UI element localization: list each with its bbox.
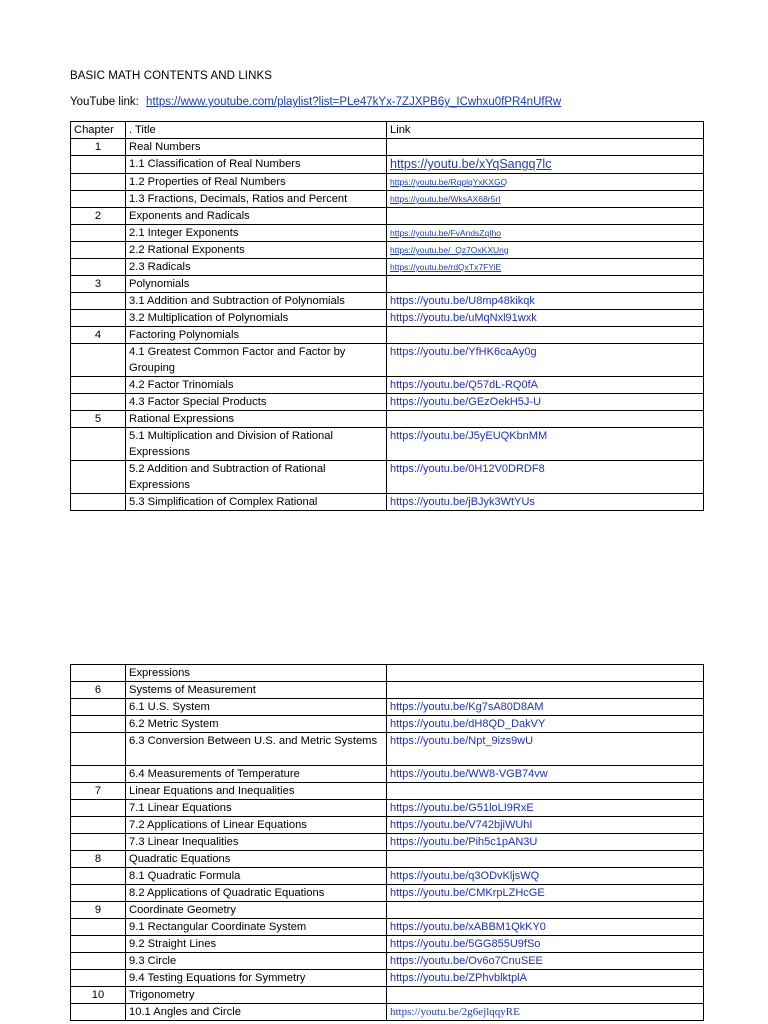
title-cell: Linear Equations and Inequalities — [126, 783, 387, 800]
table-row — [71, 344, 704, 377]
link-cell — [387, 225, 704, 242]
title-cell: 6.4 Measurements of Temperature — [126, 766, 387, 783]
title-cell: 2.1 Integer Exponents — [126, 225, 387, 242]
chapter-cell: 7 — [71, 783, 126, 800]
contents-table-page-1 — [70, 121, 704, 511]
title-cell: 7.1 Linear Equations — [126, 800, 387, 817]
table-row — [71, 885, 704, 902]
title-cell: 9.3 Circle — [126, 953, 387, 970]
table-row — [71, 394, 704, 411]
table-row — [71, 259, 704, 276]
chapter-cell — [71, 156, 126, 174]
video-link[interactable]: https://youtu.be/Ov6o7CnuSEE — [390, 955, 543, 967]
table-row — [71, 242, 704, 259]
video-link[interactable]: https://youtu.be/Q57dL-RQ0fA — [390, 379, 538, 391]
link-cell — [387, 344, 704, 377]
table-row — [71, 868, 704, 885]
chapter-cell — [71, 817, 126, 834]
table-row — [71, 327, 704, 344]
video-link[interactable]: https://youtu.be/Kg7sA80D8AM — [390, 701, 544, 713]
video-link[interactable]: https://youtu.be/YfHK6caAy0g — [390, 346, 537, 358]
title-cell: 2.2 Rational Exponents — [126, 242, 387, 259]
video-link[interactable]: https://youtu.be/WksAX68r5rI — [390, 194, 501, 204]
table-row — [71, 682, 704, 699]
link-cell — [387, 208, 704, 225]
table-row — [71, 970, 704, 987]
video-link[interactable]: https://youtu.be/5GG855U9fSo — [390, 938, 541, 950]
video-link[interactable]: https://youtu.be/CMKrpLZHcGE — [390, 887, 545, 899]
chapter-cell — [71, 428, 126, 461]
table-row — [71, 919, 704, 936]
chapter-cell — [71, 834, 126, 851]
chapter-cell — [71, 461, 126, 494]
chapter-cell — [71, 665, 126, 682]
title-cell: Trigonometry — [126, 987, 387, 1004]
video-link[interactable]: https://youtu.be/0H12V0DRDF8 — [390, 463, 545, 475]
chapter-cell: 4 — [71, 327, 126, 344]
link-cell — [387, 987, 704, 1004]
table-row — [71, 851, 704, 868]
video-link[interactable]: https://youtu.be/2g6ejlqqyRE — [390, 1006, 520, 1018]
link-header: Link — [387, 122, 704, 139]
link-cell — [387, 783, 704, 800]
title-cell: 5.1 Multiplication and Division of Rational Expressions — [126, 428, 387, 461]
chapter-cell: 1 — [71, 139, 126, 156]
link-cell — [387, 716, 704, 733]
video-link[interactable]: https://youtu.be/dH8QD_DakVY — [390, 718, 546, 730]
title-cell: 8.2 Applications of Quadratic Equations — [126, 885, 387, 902]
chapter-cell — [71, 885, 126, 902]
title-cell: 4.1 Greatest Common Factor and Factor by Grouping — [126, 344, 387, 377]
chapter-cell: 6 — [71, 682, 126, 699]
link-cell — [387, 494, 704, 511]
chapter-cell: 3 — [71, 276, 126, 293]
video-link[interactable]: https://youtu.be/GEzOekH5J-U — [390, 396, 542, 408]
video-link[interactable]: https://youtu.be/FvAndsZqIho — [390, 228, 502, 238]
link-cell — [387, 851, 704, 868]
video-link[interactable]: https://youtu.be/U8mp48kikqk — [390, 295, 535, 307]
chapter-cell: 10 — [71, 987, 126, 1004]
title-cell: Systems of Measurement — [126, 682, 387, 699]
video-link[interactable]: https://youtu.be/_Qz7OxKXUng — [390, 245, 509, 255]
youtube-link-label: YouTube link: — [70, 96, 139, 108]
table-row — [71, 208, 704, 225]
document-heading: BASIC MATH CONTENTS AND LINKS — [70, 70, 273, 82]
chapter-cell — [71, 494, 126, 511]
chapter-cell — [71, 225, 126, 242]
title-cell: 9.2 Straight Lines — [126, 936, 387, 953]
link-cell — [387, 766, 704, 783]
table-row — [71, 699, 704, 716]
title-cell: Exponents and Radicals — [126, 208, 387, 225]
link-cell — [387, 868, 704, 885]
video-link[interactable]: https://youtu.be/q3ODvKljsWQ — [390, 870, 540, 882]
chapter-cell — [71, 766, 126, 783]
table-row — [71, 783, 704, 800]
table-row — [71, 834, 704, 851]
link-cell — [387, 461, 704, 494]
table-row — [71, 936, 704, 953]
title-cell: Quadratic Equations — [126, 851, 387, 868]
title-cell: 7.2 Applications of Linear Equations — [126, 817, 387, 834]
link-cell — [387, 411, 704, 428]
title-cell: Coordinate Geometry — [126, 902, 387, 919]
table-row — [71, 191, 704, 208]
table-header-row — [71, 122, 704, 139]
link-cell — [387, 953, 704, 970]
table-row — [71, 494, 704, 511]
table-row — [71, 733, 704, 766]
video-link[interactable]: https://youtu.be/J5yEUQKbnMM — [390, 430, 548, 442]
chapter-cell — [71, 242, 126, 259]
table-row — [71, 902, 704, 919]
link-cell — [387, 428, 704, 461]
table-row — [71, 310, 704, 327]
title-cell: 3.2 Multiplication of Polynomials — [126, 310, 387, 327]
chapter-cell — [71, 293, 126, 310]
chapter-cell: 8 — [71, 851, 126, 868]
link-cell — [387, 699, 704, 716]
chapter-cell — [71, 377, 126, 394]
title-cell: 4.3 Factor Special Products — [126, 394, 387, 411]
title-cell: 9.1 Rectangular Coordinate System — [126, 919, 387, 936]
table-row — [71, 411, 704, 428]
link-cell — [387, 156, 704, 174]
youtube-link-line — [70, 96, 561, 108]
link-cell — [387, 139, 704, 156]
title-cell: 1.1 Classification of Real Numbers — [126, 156, 387, 174]
title-cell: Polynomials — [126, 276, 387, 293]
chapter-cell — [71, 919, 126, 936]
table-row — [71, 461, 704, 494]
chapter-cell — [71, 800, 126, 817]
link-cell — [387, 293, 704, 310]
link-cell — [387, 665, 704, 682]
chapter-cell — [71, 310, 126, 327]
table-row — [71, 817, 704, 834]
title-cell: 3.1 Addition and Subtraction of Polynomials — [126, 293, 387, 310]
chapter-cell — [71, 394, 126, 411]
video-link[interactable]: https://youtu.be/Pih5c1pAN3U — [390, 836, 538, 848]
title-cell: 6.1 U.S. System — [126, 699, 387, 716]
link-cell — [387, 377, 704, 394]
chapter-cell — [71, 699, 126, 716]
video-link[interactable]: https://youtu.be/xABBM1QkKY0 — [390, 921, 546, 933]
chapter-cell — [71, 1004, 126, 1021]
chapter-cell — [71, 174, 126, 191]
link-cell — [387, 394, 704, 411]
link-cell — [387, 327, 704, 344]
table-row — [71, 716, 704, 733]
table-row — [71, 953, 704, 970]
title-header: . Title — [126, 122, 387, 139]
link-cell — [387, 174, 704, 191]
link-cell — [387, 885, 704, 902]
video-link[interactable]: https://youtu.be/WW8-VGB74vw — [390, 768, 548, 780]
video-link[interactable]: https://youtu.be/jBJyk3WtYUs — [390, 496, 535, 508]
link-cell — [387, 834, 704, 851]
table-row — [71, 987, 704, 1004]
link-cell — [387, 682, 704, 699]
title-cell: 1.2 Properties of Real Numbers — [126, 174, 387, 191]
link-cell — [387, 902, 704, 919]
title-cell: 4.2 Factor Trinomials — [126, 377, 387, 394]
table-row — [71, 293, 704, 310]
chapter-cell — [71, 970, 126, 987]
chapter-cell — [71, 868, 126, 885]
title-cell: Rational Expressions — [126, 411, 387, 428]
chapter-cell — [71, 716, 126, 733]
title-cell: Real Numbers — [126, 139, 387, 156]
video-link[interactable]: https://youtu.be/V742bjiWUhI — [390, 819, 533, 831]
video-link[interactable]: https://youtu.be/ZPhvblktplA — [390, 972, 527, 984]
chapter-cell — [71, 344, 126, 377]
table-row — [71, 225, 704, 242]
chapter-cell — [71, 936, 126, 953]
chapter-header: Chapter — [71, 122, 126, 139]
title-cell: 7.3 Linear Inequalities — [126, 834, 387, 851]
link-cell — [387, 259, 704, 276]
table-row — [71, 665, 704, 682]
title-cell: 2.3 Radicals — [126, 259, 387, 276]
video-link[interactable]: https://youtu.be/xYqSangq7lc — [390, 157, 552, 171]
title-cell: 8.1 Quadratic Formula — [126, 868, 387, 885]
chapter-cell: 9 — [71, 902, 126, 919]
video-link[interactable]: https://youtu.be/Npt_9izs9wU — [390, 735, 534, 747]
link-cell — [387, 970, 704, 987]
chapter-cell — [71, 953, 126, 970]
link-cell — [387, 919, 704, 936]
link-cell — [387, 310, 704, 327]
video-link[interactable]: https://youtu.be/RqplqYxKXGQ — [390, 177, 508, 187]
title-cell: 10.1 Angles and Circle — [126, 1004, 387, 1021]
title-cell: 9.4 Testing Equations for Symmetry — [126, 970, 387, 987]
table-row — [71, 1004, 704, 1021]
link-cell — [387, 276, 704, 293]
contents-table-page-2 — [70, 664, 704, 1021]
chapter-cell: 5 — [71, 411, 126, 428]
table-row — [71, 276, 704, 293]
playlist-link[interactable]: https://www.youtube.com/playlist?list=PLe47kYx-7ZJXPB6y_ICwhxu0fPR4nUfRw — [146, 96, 562, 108]
table-row — [71, 800, 704, 817]
chapter-cell — [71, 259, 126, 276]
link-cell — [387, 191, 704, 208]
video-link[interactable]: https://youtu.be/G51loLI9RxE — [390, 802, 534, 814]
video-link[interactable]: https://youtu.be/uMqNxl91wxk — [390, 312, 537, 324]
table-row — [71, 174, 704, 191]
link-cell — [387, 1004, 704, 1021]
title-cell: 1.3 Fractions, Decimals, Ratios and Percent — [126, 191, 387, 208]
video-link[interactable]: https://youtu.be/rdQxTx7FYiE — [390, 262, 502, 272]
chapter-cell — [71, 191, 126, 208]
table-row — [71, 156, 704, 174]
table-row — [71, 766, 704, 783]
link-cell — [387, 817, 704, 834]
title-cell: 5.2 Addition and Subtraction of Rational Expressions — [126, 461, 387, 494]
title-cell: Expressions — [126, 665, 387, 682]
title-cell: 6.3 Conversion Between U.S. and Metric Systems — [126, 733, 387, 766]
chapter-cell: 2 — [71, 208, 126, 225]
title-cell: 5.3 Simplification of Complex Rational — [126, 494, 387, 511]
table-row — [71, 377, 704, 394]
title-cell: 6.2 Metric System — [126, 716, 387, 733]
link-cell — [387, 936, 704, 953]
link-cell — [387, 733, 704, 766]
title-cell: Factoring Polynomials — [126, 327, 387, 344]
link-cell — [387, 242, 704, 259]
table-row — [71, 428, 704, 461]
table-row — [71, 139, 704, 156]
chapter-cell — [71, 733, 126, 766]
link-cell — [387, 800, 704, 817]
